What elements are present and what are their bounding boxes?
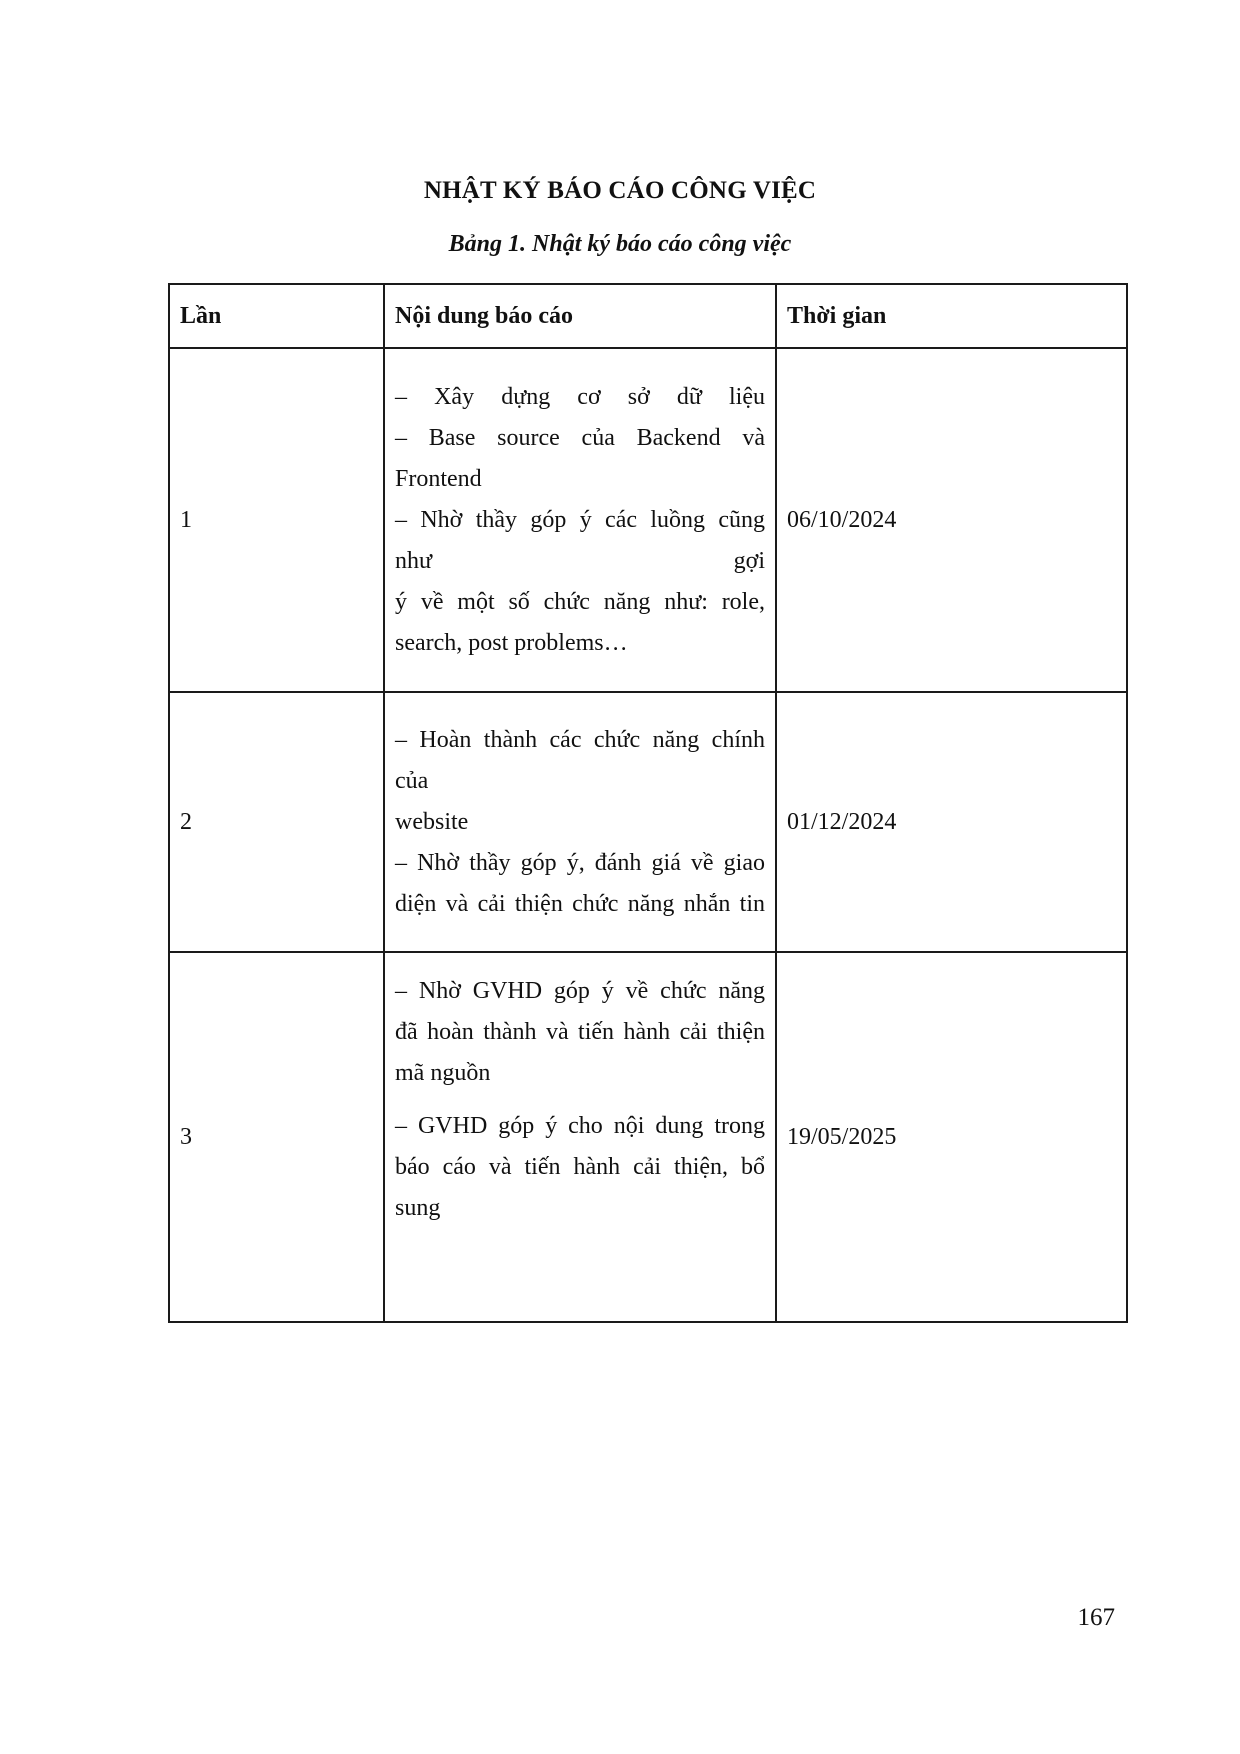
cell-lan: 3 <box>169 952 384 1322</box>
cell-noi-dung <box>384 348 776 692</box>
table-row <box>169 692 1127 952</box>
table-row <box>169 952 1127 1322</box>
content-line: ý về một số chức năng như: role, <box>395 588 765 615</box>
content-line: mã nguồn <box>395 1060 491 1086</box>
cell-lan: 2 <box>169 692 384 952</box>
content-line: – Xây dựng cơ sở dữ liệu <box>395 383 765 410</box>
content-line: – GVHD góp ý cho nội dung trong <box>395 1113 765 1139</box>
content-line: – Nhờ GVHD góp ý về chức năng <box>395 978 765 1004</box>
content-line: – Hoàn thành các chức năng chính <box>395 726 765 753</box>
cell-thoi-gian: 19/05/2025 <box>776 952 1127 1322</box>
cell-lan: 1 <box>169 348 384 692</box>
content-line: báo cáo và tiến hành cải thiện, bổ <box>395 1154 765 1180</box>
cell-thoi-gian: 06/10/2024 <box>776 348 1127 692</box>
paragraph-gap <box>395 1094 765 1106</box>
table-caption: Bảng 1. Nhật ký báo cáo công việc <box>448 231 792 257</box>
page-title: NHẬT KÝ BÁO CÁO CÔNG VIỆC <box>423 177 817 204</box>
work-log-table <box>168 283 1128 1323</box>
content-line: đã hoàn thành và tiến hành cải thiện <box>395 1019 765 1045</box>
page-number: 167 <box>1077 1604 1115 1631</box>
cell-thoi-gian: 01/12/2024 <box>776 692 1127 952</box>
cell-noi-dung <box>384 692 776 952</box>
content-line: của <box>395 767 429 794</box>
header-thoi-gian: Thời gian <box>776 284 1127 348</box>
table-header-row <box>169 284 1127 348</box>
content-line: – Base source của Backend và <box>395 424 765 451</box>
content-line: như gợi <box>395 547 765 574</box>
content-line: website <box>395 808 469 835</box>
content-line: search, post problems… <box>395 629 628 656</box>
content-line: diện và cải thiện chức năng nhắn tin <box>395 890 765 917</box>
content-line: Frontend <box>395 465 482 492</box>
content-line: sung <box>395 1195 441 1221</box>
table-row <box>169 348 1127 692</box>
header-lan: Lần <box>169 284 384 348</box>
content-line: – Nhờ thầy góp ý, đánh giá về giao <box>395 849 765 876</box>
content-line: – Nhờ thầy góp ý các luồng cũng <box>395 506 765 533</box>
cell-noi-dung <box>384 952 776 1322</box>
header-noi-dung: Nội dung báo cáo <box>384 284 776 348</box>
